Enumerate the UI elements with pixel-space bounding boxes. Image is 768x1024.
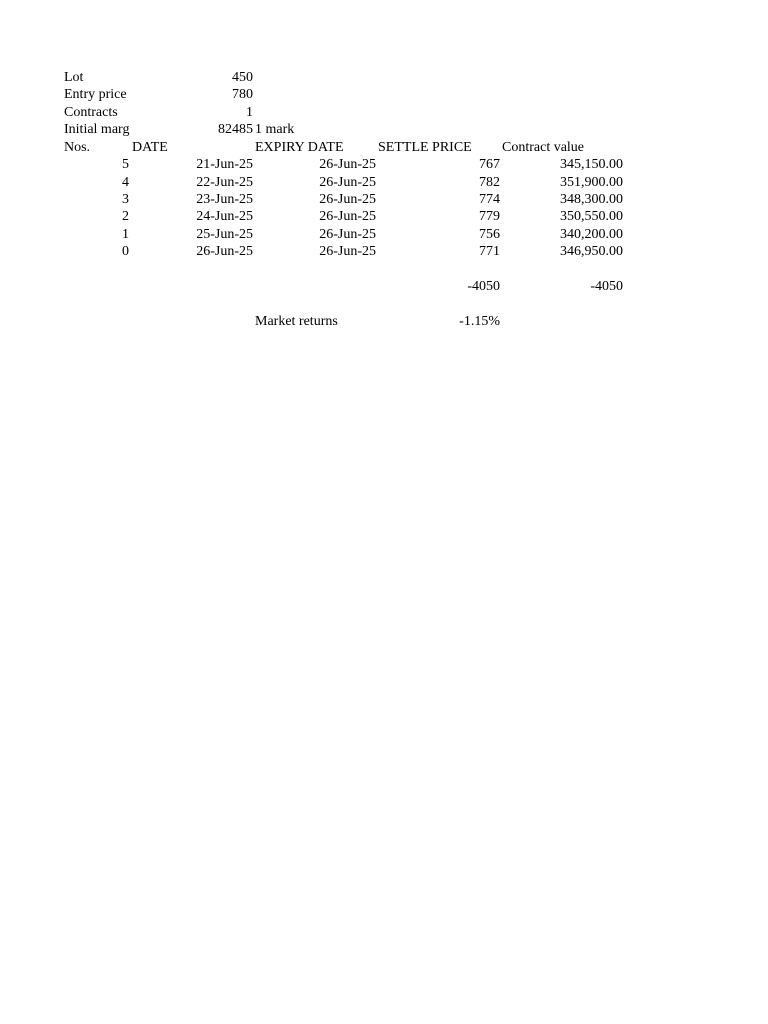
contract-value-difference[interactable]: -4050 [590, 279, 623, 294]
initial-margin-label[interactable]: Initial marg [64, 122, 130, 137]
initial-margin-note[interactable]: 1 mark [255, 122, 295, 137]
settle-price-difference[interactable]: -4050 [467, 279, 500, 294]
table-row-expiry[interactable]: 26-Jun-25 [319, 244, 376, 259]
table-row-nos[interactable]: 4 [122, 175, 129, 190]
header-settle-price[interactable]: SETTLE PRICE [378, 140, 472, 155]
table-row-settle[interactable]: 779 [479, 209, 500, 224]
header-expiry-date[interactable]: EXPIRY DATE [255, 140, 344, 155]
market-returns-value[interactable]: -1.15% [459, 314, 500, 329]
table-row-nos[interactable]: 0 [122, 244, 129, 259]
table-row-settle[interactable]: 782 [479, 175, 500, 190]
contracts-label[interactable]: Contracts [64, 105, 118, 120]
table-row-date[interactable]: 26-Jun-25 [196, 244, 253, 259]
table-row-settle[interactable]: 771 [479, 244, 500, 259]
table-row-contract[interactable]: 346,950.00 [560, 244, 623, 259]
table-row-expiry[interactable]: 26-Jun-25 [319, 175, 376, 190]
contracts-value[interactable]: 1 [246, 105, 253, 120]
initial-margin-value[interactable]: 82485 [218, 122, 253, 137]
entry-price-value[interactable]: 780 [232, 87, 253, 102]
lot-value[interactable]: 450 [232, 70, 253, 85]
market-returns-label[interactable]: Market returns [255, 314, 338, 329]
table-row-contract[interactable]: 345,150.00 [560, 157, 623, 172]
table-row-contract[interactable]: 351,900.00 [560, 175, 623, 190]
table-row-contract[interactable]: 350,550.00 [560, 209, 623, 224]
table-row-settle[interactable]: 767 [479, 157, 500, 172]
table-row-expiry[interactable]: 26-Jun-25 [319, 192, 376, 207]
table-row-nos[interactable]: 5 [122, 157, 129, 172]
entry-price-label[interactable]: Entry price [64, 87, 127, 102]
table-row-expiry[interactable]: 26-Jun-25 [319, 209, 376, 224]
table-row-date[interactable]: 23-Jun-25 [196, 192, 253, 207]
header-contract-value[interactable]: Contract value [502, 140, 585, 155]
table-row-nos[interactable]: 1 [122, 227, 129, 242]
table-row-nos[interactable]: 3 [122, 192, 129, 207]
table-row-expiry[interactable]: 26-Jun-25 [319, 227, 376, 242]
table-row-settle[interactable]: 774 [479, 192, 500, 207]
table-row-date[interactable]: 21-Jun-25 [196, 157, 253, 172]
table-row-contract[interactable]: 348,300.00 [560, 192, 623, 207]
header-date[interactable]: DATE [132, 140, 168, 155]
table-row-settle[interactable]: 756 [479, 227, 500, 242]
table-row-expiry[interactable]: 26-Jun-25 [319, 157, 376, 172]
table-row-contract[interactable]: 340,200.00 [560, 227, 623, 242]
lot-label[interactable]: Lot [64, 70, 84, 85]
table-row-date[interactable]: 22-Jun-25 [196, 175, 253, 190]
header-nos[interactable]: Nos. [64, 140, 91, 155]
table-row-nos[interactable]: 2 [122, 209, 129, 224]
table-row-date[interactable]: 24-Jun-25 [196, 209, 253, 224]
table-row-date[interactable]: 25-Jun-25 [196, 227, 253, 242]
